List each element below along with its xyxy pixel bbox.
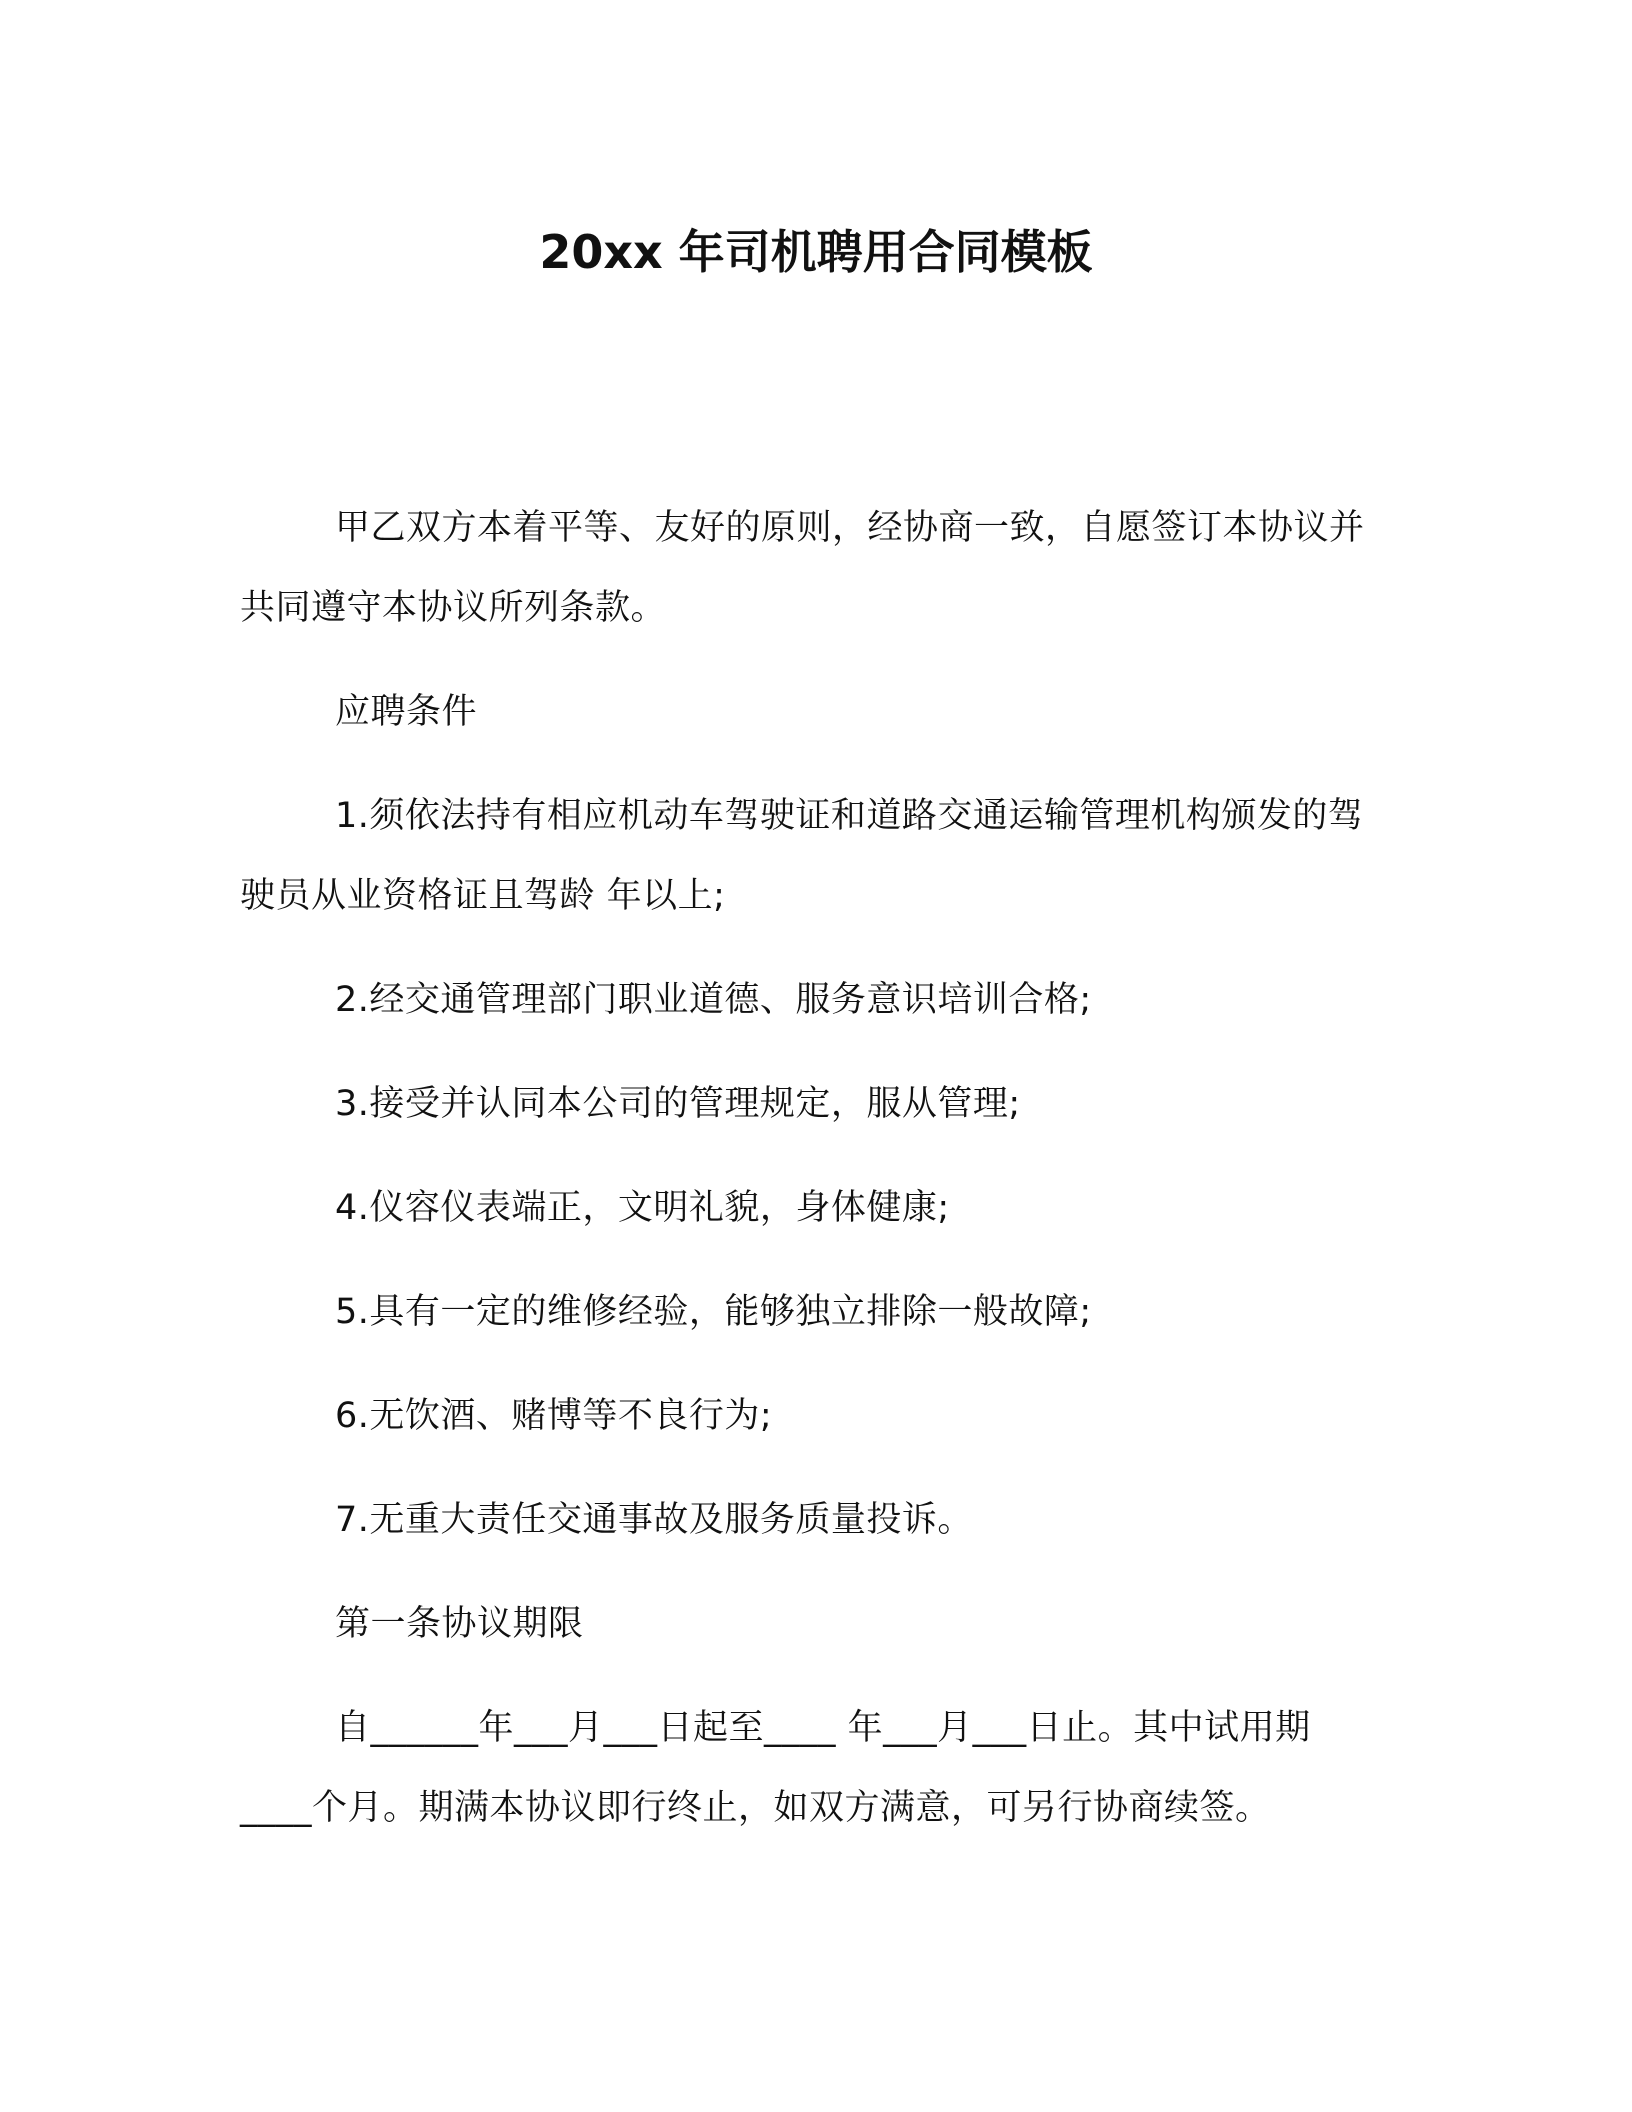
requirement-item-5: 5.具有一定的维修经验，能够独立排除一般故障; bbox=[335, 1292, 1092, 1332]
requirement-item-3: 3.接受并认同本公司的管理规定，服从管理; bbox=[335, 1084, 1021, 1124]
intro-paragraph: 甲乙双方本着平等、友好的原则，经协商一致，自愿签订本协议并共同遵守本协议所列条款。 bbox=[240, 508, 1365, 628]
section-heading-requirements: 应聘条件 bbox=[335, 692, 478, 732]
requirement-item-6: 6.无饮酒、赌博等不良行为; bbox=[335, 1396, 773, 1436]
term-paragraph: 自______年___月___日起至____ 年___月___日止。其中试用期____个月。期满本协议即行终止，如双方满意，可另行协商续签。 bbox=[240, 1708, 1311, 1828]
document-title: 20xx 年司机聘用合同模板 bbox=[539, 225, 1093, 279]
document-body bbox=[240, 488, 1380, 1872]
requirement-item-4: 4.仪容仪表端正，文明礼貌，身体健康; bbox=[335, 1188, 950, 1228]
requirement-item-7: 7.无重大责任交通事故及服务质量投诉。 bbox=[335, 1500, 973, 1540]
requirement-item-2: 2.经交通管理部门职业道德、服务意识培训合格; bbox=[335, 980, 1092, 1020]
requirement-item-1: 1.须依法持有相应机动车驾驶证和道路交通运输管理机构颁发的驾驶员从业资格证且驾龄 年以上; bbox=[240, 796, 1364, 916]
section-heading-term: 第一条协议期限 bbox=[335, 1604, 584, 1644]
